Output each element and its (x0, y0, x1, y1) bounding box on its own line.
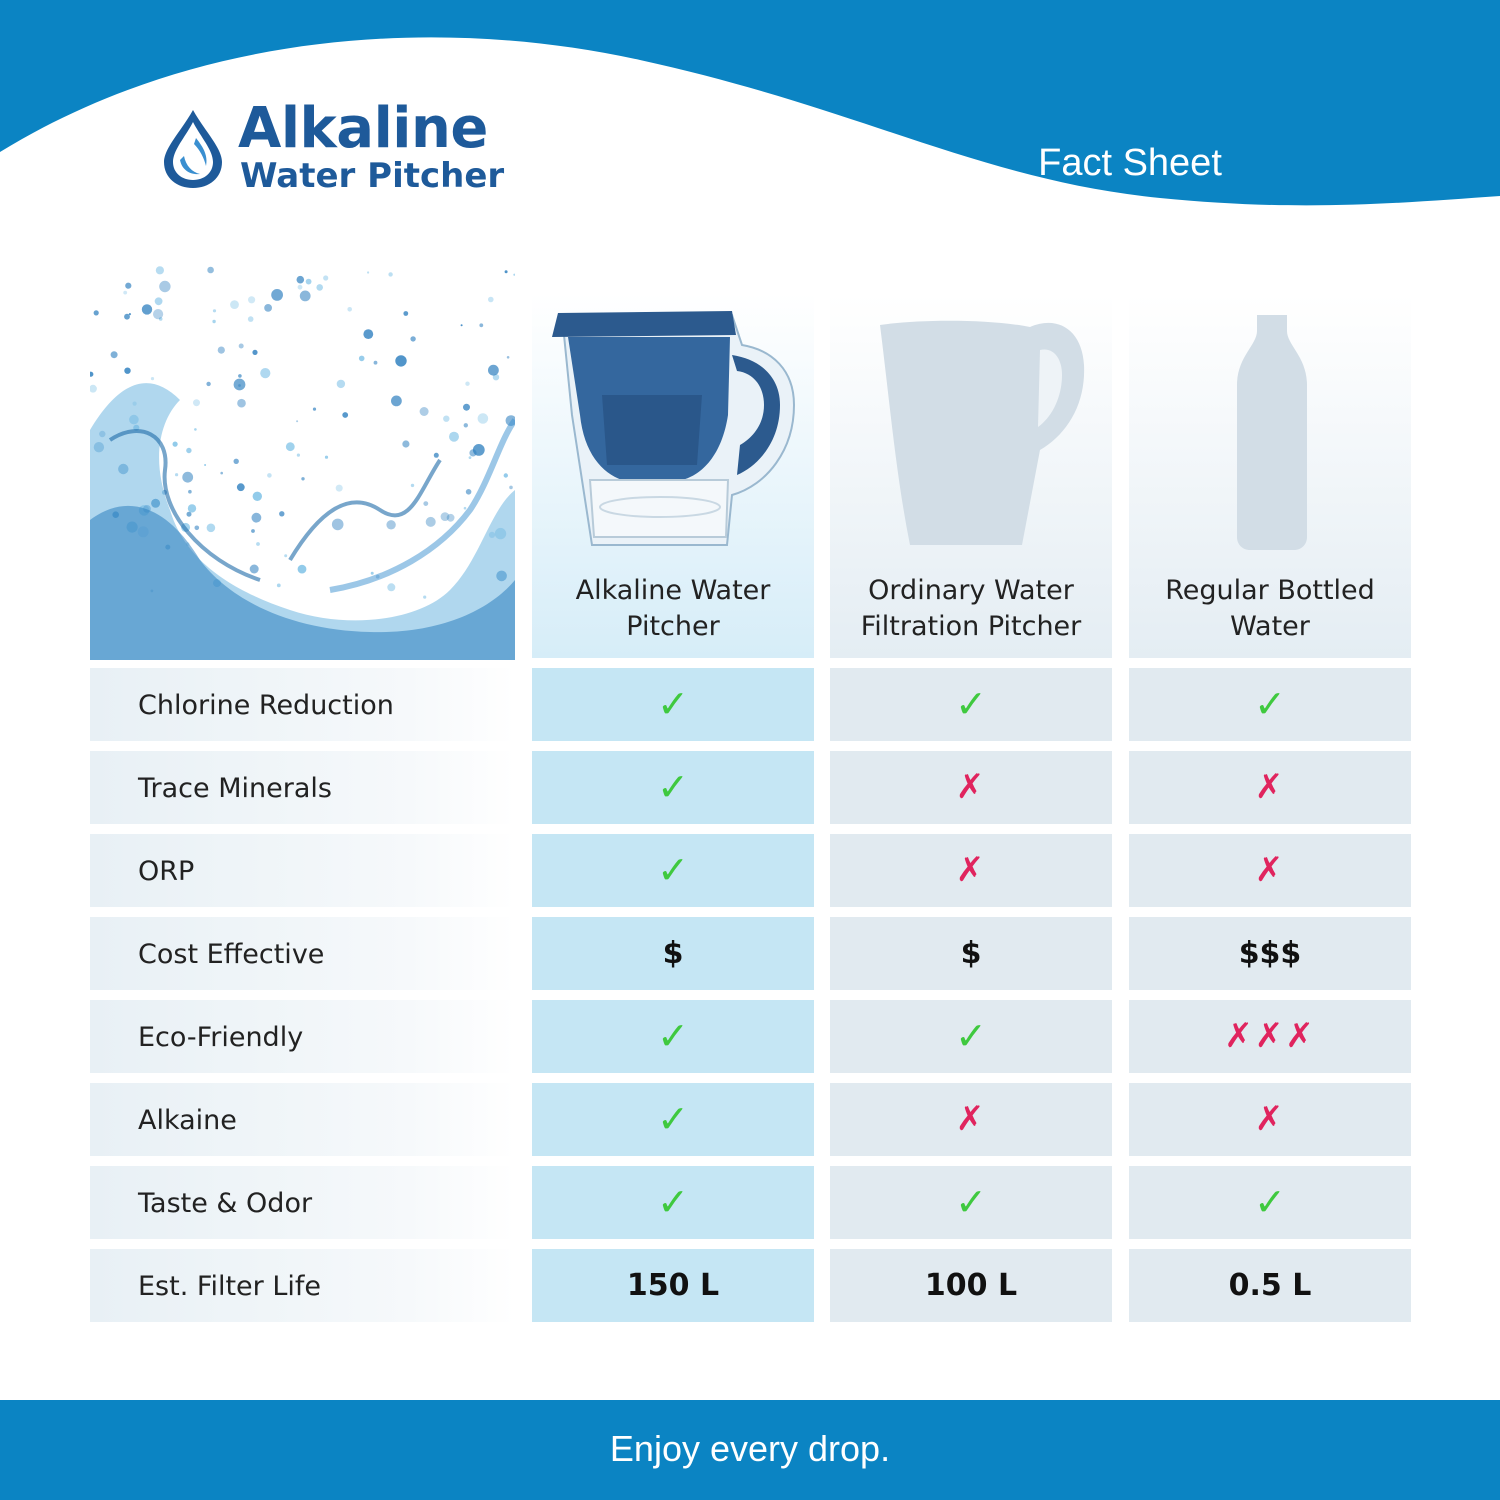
water-droplet (111, 351, 118, 358)
table-row (0, 834, 1500, 907)
water-droplet (509, 486, 513, 490)
water-droplet (220, 472, 223, 475)
column-label-bottled: Regular Bottled Water (1165, 575, 1375, 642)
water-droplet (297, 276, 305, 284)
row-label: Taste & Odor (138, 1188, 313, 1219)
cell-value: ✓ (657, 765, 689, 809)
water-droplet (193, 399, 200, 406)
water-droplet (403, 311, 408, 316)
water-splash-image (90, 260, 515, 660)
water-droplet (237, 483, 245, 491)
water-droplet (142, 304, 152, 314)
water-droplet (188, 490, 192, 494)
water-droplet (207, 267, 214, 274)
water-droplet (296, 420, 298, 422)
water-droplet (374, 361, 378, 365)
water-droplet (173, 442, 178, 447)
table-row (0, 1083, 1500, 1156)
water-droplet (402, 440, 409, 447)
water-droplet (248, 296, 255, 303)
column-header-ordinary (830, 275, 1112, 658)
water-droplet (443, 416, 449, 422)
water-droplet (371, 572, 374, 575)
water-drop-icon (160, 108, 226, 190)
water-droplet (469, 456, 472, 459)
water-droplet (234, 459, 239, 464)
water-droplet (188, 504, 196, 512)
water-droplet (182, 472, 193, 483)
water-droplet (155, 297, 163, 305)
water-droplet (206, 382, 210, 386)
cell-value: $$$ (1238, 936, 1302, 971)
cell-value: ✗ (955, 767, 987, 807)
water-droplet (386, 520, 395, 529)
water-droplet (306, 279, 312, 285)
water-droplet (478, 413, 489, 424)
water-droplet (332, 519, 344, 531)
water-droplet (186, 448, 191, 453)
water-droplet (194, 428, 197, 431)
column-header-bottled (1129, 275, 1411, 658)
water-droplet (125, 283, 131, 289)
water-droplet (342, 412, 348, 418)
row-label: Eco-Friendly (138, 1022, 304, 1053)
water-droplet (504, 473, 508, 477)
water-droplet (391, 396, 402, 407)
water-droplet (195, 526, 200, 531)
water-droplet (156, 266, 164, 274)
water-droplet (264, 304, 272, 312)
footer-tagline: Enjoy every drop. (609, 1428, 891, 1469)
cell-value: ✗✗✗ (1224, 1016, 1316, 1056)
water-droplet (466, 489, 472, 495)
water-droplet (271, 289, 283, 301)
water-droplet (423, 596, 426, 599)
water-droplet (239, 344, 244, 349)
row-label: Est. Filter Life (138, 1271, 321, 1302)
water-droplet (248, 316, 254, 322)
row-label: Cost Effective (138, 939, 325, 970)
water-droplet (465, 382, 469, 386)
pitcher-silhouette-icon (830, 275, 1112, 565)
column-label-ordinary: Ordinary Water Filtration Pitcher (860, 575, 1082, 642)
cell-value: ✓ (1254, 682, 1286, 726)
cell-value: ✓ (657, 1014, 689, 1058)
water-droplet (298, 565, 307, 574)
water-droplet (286, 442, 295, 451)
water-droplet (237, 399, 246, 408)
water-droplet (316, 284, 323, 291)
cell-value: ✓ (955, 1180, 987, 1224)
water-droplet (230, 300, 239, 309)
footer-banner (0, 1400, 1500, 1500)
cell-value: $ (662, 936, 684, 971)
cell-value: ✓ (657, 1180, 689, 1224)
water-droplet (212, 320, 215, 323)
water-droplet (252, 513, 262, 523)
fact-sheet-title: Fact Sheet (1038, 142, 1222, 184)
water-droplet (463, 404, 470, 411)
water-droplet (260, 368, 270, 378)
water-droplet (207, 524, 216, 533)
row-label: Chlorine Reduction (138, 690, 394, 721)
water-droplet (213, 309, 216, 312)
cell-value: ✗ (955, 850, 987, 890)
water-droplet (204, 464, 206, 466)
water-droplet (507, 356, 510, 359)
water-droplet (367, 271, 369, 273)
water-droplet (267, 473, 272, 478)
water-droplet (301, 477, 304, 480)
water-droplet (298, 285, 303, 290)
cell-value: ✓ (657, 848, 689, 892)
water-droplet (411, 484, 414, 487)
water-droplet (347, 307, 352, 312)
water-droplet (94, 310, 99, 315)
water-droplet (284, 554, 287, 557)
water-droplet (90, 385, 97, 393)
water-droplet (449, 432, 459, 442)
water-droplet (479, 323, 483, 327)
row-label: ORP (138, 856, 195, 887)
cell-value: ✗ (1254, 850, 1286, 890)
column-header-alkaline (532, 275, 814, 658)
water-droplet (325, 456, 328, 459)
cell-value: $ (960, 936, 982, 971)
water-droplet (387, 583, 395, 591)
blue-pitcher-icon (532, 275, 814, 565)
cell-value: ✓ (657, 682, 689, 726)
cell-value: 0.5 L (1228, 1268, 1312, 1303)
water-droplet (300, 291, 311, 302)
water-droplet (151, 377, 154, 380)
water-droplet (363, 329, 373, 339)
cell-value: ✓ (955, 1014, 987, 1058)
water-droplet (159, 281, 170, 292)
water-droplet (323, 275, 328, 280)
table-row (0, 1000, 1500, 1073)
water-droplet (218, 347, 225, 354)
water-droplet (279, 511, 284, 516)
cell-value: ✓ (1254, 1180, 1286, 1224)
water-droplet (238, 374, 242, 378)
water-droplet (505, 270, 508, 273)
logo-title: Alkaline (238, 96, 488, 161)
water-droplet (337, 380, 345, 388)
table-row (0, 751, 1500, 824)
water-droplet (123, 291, 127, 295)
water-droplet (253, 492, 262, 501)
water-droplet (129, 313, 131, 315)
logo-subtitle: Water Pitcher (240, 156, 505, 196)
water-droplet (461, 324, 463, 326)
water-droplet (464, 507, 467, 510)
water-droplet (297, 454, 300, 457)
table-row (0, 1166, 1500, 1239)
water-droplet (395, 355, 406, 366)
cell-value: ✓ (657, 1097, 689, 1141)
water-droplet (420, 407, 429, 416)
row-label: Alkaine (138, 1105, 237, 1136)
water-droplet (252, 350, 257, 355)
water-droplet (175, 473, 178, 476)
water-droplet (153, 309, 163, 319)
water-droplet (410, 336, 415, 341)
water-droplet (124, 368, 130, 374)
water-droplet (336, 485, 343, 492)
water-droplet (388, 272, 392, 276)
cell-value: 100 L (924, 1268, 1018, 1303)
water-droplet (434, 453, 439, 458)
water-droplet (469, 449, 476, 456)
table-row (0, 917, 1500, 990)
water-droplet (234, 379, 246, 391)
table-row (0, 668, 1500, 741)
row-label: Trace Minerals (138, 773, 332, 804)
water-droplet (423, 501, 428, 506)
water-droplet (256, 542, 260, 546)
cell-value: ✗ (955, 1099, 987, 1139)
bottle-silhouette-icon (1129, 275, 1411, 565)
water-droplet (187, 512, 192, 517)
water-droplet (464, 423, 468, 427)
water-droplet (488, 365, 499, 376)
cell-value: ✓ (955, 682, 987, 726)
water-droplet (277, 584, 281, 588)
water-droplet (251, 529, 255, 533)
cell-value: ✗ (1254, 1099, 1286, 1139)
water-droplet (441, 512, 450, 521)
cell-value: ✗ (1254, 767, 1286, 807)
water-droplet (426, 517, 436, 527)
water-droplet (90, 372, 93, 377)
water-droplet (359, 356, 365, 362)
water-droplet (250, 565, 259, 574)
water-droplet (313, 408, 316, 411)
table-row (0, 1249, 1500, 1322)
water-droplet (488, 297, 494, 303)
water-droplet (513, 274, 515, 276)
column-label-alkaline: Alkaline Water Pitcher (575, 575, 771, 642)
cell-value: 150 L (626, 1268, 720, 1303)
